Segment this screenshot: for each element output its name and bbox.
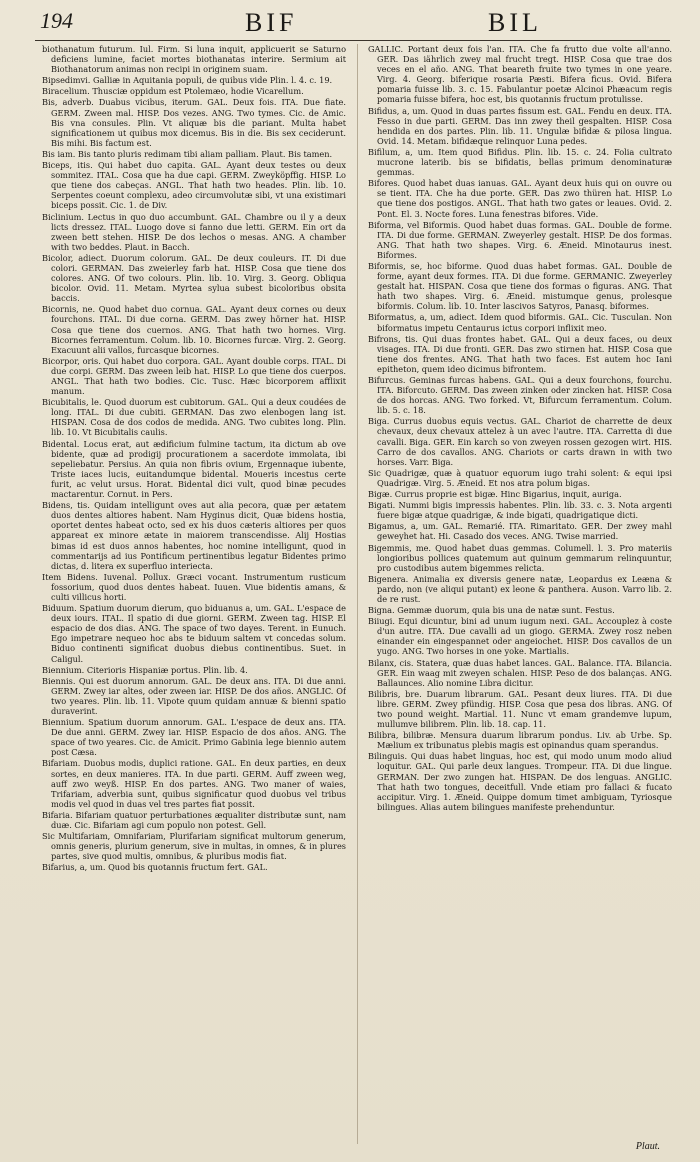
dictionary-entry: Bilanx, cis. Statera, quæ duas habet lances. GAL. Balance. ITA. Bilancia. GER. Ein waag mit zweyen schalen. HISP. Peso de dos balanças. ANG. Ballaunces. Alio nomine Libra dicitur. xyxy=(368,657,672,688)
dictionary-entry: Bidental. Locus erat, aut ædificium fulmine tactum, ita dictum ab ove bidente, quæ ad prodigij procurationem a sacerdote immolata, ibi sepeliebatur. Persius. An quia non fibris ovium, Ergennaque iubente, Triste iaces lucis, euitandumque bidental. Moueris incestus certe furit, ac velut ursus. Horat. Bidental dici vult, quod binæ pecudes mactarentur. Cornut. in Pers. xyxy=(42,438,346,500)
dictionary-entry: Bidens, tis. Quidam intelligunt oves aut alia pecora, quæ per ætatem duos dentes altiores habent. Nam Hyginus dicit, Quæ bidens hostia, oportet dentes habeat octo, sed ex his duos cæteris altiores per quos appareat ex minore ætate in maiorem transcendisse. Alij Hostias bimas id est duos annos habentes, hoc nomine intelligunt, quod in commentarijs ad ius Pontificum pertinentibus legatur Bidentes primo dictas, d. litera ex superfluo interiecta. xyxy=(42,500,346,571)
dictionary-entry: Biformis, se, hoc biforme. Quod duas habet formas. GAL. Double de forme, ayant deux formes. ITA. Di due forme. GERMANIC. Zweyerley gestalt hat. HISPAN. Cosa que tiene dos formas o figuras. ANG. That hath two shapes. Virg. 6. Æneid. mistumque genus, prolesque biformis. Colum. lib. 10. Inter lascivos Satyros, Panasq. biformes. xyxy=(368,260,672,312)
header-rule xyxy=(35,40,670,41)
dictionary-entry: Biga. Currus duobus equis vectus. GAL. Chariot de charrette de deux chevaux, deux chevaux attelez à un avec l'autre. ITA. Carretta di due cavalli. Biga. GER. Ein karch so von zweyen rossen gezogen wirt. HIS. Carro de dos cavallos. ANG. Chariots or carts drawn in with two horses. Varr. Biga. xyxy=(368,416,672,467)
dictionary-entry: Bifurcus. Geminas furcas habens. GAL. Qui a deux fourchons, fourchu. ITA. Biforcuto. GERM. Das zween zinken oder zincken hat. HISP. Cosa de dos horcas. ANG. Two forked. Vt, Bifurcum ferramentum. Colum. lib. 5. c. 18. xyxy=(368,375,672,416)
dictionary-entry: Sic Multifariam, Omnifariam, Plurifariam significat multorum generum, omnis generis, plurium generum, sive in multas, in omnes, & in plures partes, sive quod multis, omnibus, & pluribus modis fiat. xyxy=(42,831,346,862)
dictionary-entry: Biformatus, a, um, adiect. Idem quod biformis. GAL. Cic. Tusculan. Non biformatus impetu Centaurus ictus corpori inflixit meo. xyxy=(368,312,672,333)
dictionary-entry: Bigenera. Animalia ex diversis genere natæ, Leopardus ex Leæna & pardo, non (ve aliqui putant) ex leone & panthera. Auson. Varro lib. 2. de re rust. xyxy=(368,573,672,604)
dictionary-entry: Bicubitalis, le. Quod duorum est cubitorum. GAL. Qui a deux coudées de long. ITAL. Di due cubiti. GERMAN. Das zwo elenbogen lang ist. HISPAN. Cosa de dos codos de medida. ANG. Two cubites long. Plin. lib. 10. Vt Bicubitalis caulis. xyxy=(42,397,346,438)
catchword: Plaut. xyxy=(635,1141,660,1152)
dictionary-entry: Bis, adverb. Duabus vicibus, iterum. GAL. Deux fois. ITA. Due fiate. GERM. Zween mal. HISP. Dos vezes. ANG. Two tymes. Cic. de Amic. Bis vna consules. Plin. Vt aliquæ bis die pariant. Multa habet significationem ut quibus mox dicemus. Bis in die. Bis sex ceciderunt. Bis mihi. Bis factum est. xyxy=(42,97,346,148)
dictionary-entry: Bifarius, a, um. Quod bis quotannis fructum fert. GAL. xyxy=(42,862,268,873)
dictionary-entry: Biennium. Citerioris Hispaniæ portus. Plin. lib. 4. xyxy=(42,664,248,675)
dictionary-entry: Bicolor, adiect. Duorum colorum. GAL. De deux couleurs. IT. Di due colori. GERMAN. Das zweierley farb hat. HISP. Cosa que tiene dos colores. ANG. Of two colours. Plin. lib. 10. Virg. 3. Georg. Obliqua bicolor. Ovid. 11. Metam. Myrtea sylua subest bicoloribus obsita baccis. xyxy=(42,252,346,304)
dictionary-entry: Bis iam. Bis tanto pluris redimam tibi aliam palliam. Plaut. Bis tamen. xyxy=(42,148,333,159)
dictionary-entry: Biduum. Spatium duorum dierum, quo biduanus a, um. GAL. L'espace de deux iours. ITAL. Il spatio di due giorni. GERM. Zween tag. HISP. El espacio de dos dias. ANG. The space of two dayes. Terent. in Eunuch. Ego impetrare nequeo hoc abs te biduum saltem vt concedas solum. Biduo continenti significat duobus diebus continentibus. Suet. in Caligul. xyxy=(42,603,346,664)
page-header xyxy=(40,8,670,42)
dictionary-entry: Bicorpor, oris. Qui habet duo corpora. GAL. Ayant double corps. ITAL. Di due corpi. GERM. Das zween leib hat. HISP. Lo que tiene dos cuerpos. ANGL. That hath two bodies. Cic. Tusc. Hæc bicorporem afflixit manum. xyxy=(42,355,346,397)
dictionary-entry: Bilibra, bilibræ. Mensura duarum librarum pondus. Liv. ab Urbe. Sp. Mælium ex tribunatus plebis magis est opinandus quam sperandus. xyxy=(368,730,672,751)
dictionary-entry: Bigati. Nummi bigis impressis habentes. Plin. lib. 33. c. 3. Nota argenti fuere bigæ atque quadrigæ, & inde bigati, quadrigatique dicti. xyxy=(368,500,672,521)
dictionary-entry: GALLIC. Portant deux fois l'an. ITA. Che fa frutto due volte all'anno. GER. Das iährlich zwey mal frucht tregt. HISP. Cosa que trae dos veces en el año. ANG. That beareth fruite two tymes in one yeare. Virg. 4. Georg. biferique rosaria Pæsti. Bifera ficus. Ovid. Bifera pomaria fuisse lib. 3. c. 15. Fabulantur poetæ Alcinoi Phæacum regis pomaria fuisse bifera, hoc est, bis quotannis fructum protulisse. xyxy=(368,44,672,105)
running-head-left: BIF xyxy=(245,8,298,37)
dictionary-entry: Bilinguis. Qui duas habet linguas, hoc est, qui modo unum modo aliud loquitur. GAL. Qui parle deux langues. Trompeur. ITA. Di due lingue. GERMAN. Der zwo zungen hat. HISPAN. De dos lenguas. ANGLIC. That hath two tongues, deceitfull. Vnde etiam pro fallaci & fucato accipitur. Virg. 1. Æneid. Quippe domum timet ambiguam, Tyriosque bilingues. Alias autem bilingues manifeste prehenduntur. xyxy=(368,751,672,812)
dictionary-entry: Bifidus, a, um. Quod in duas partes fissum est. GAL. Fendu en deux. ITA. Fesso in due parti. GERM. Das inn zwey theil gespalten. HISP. Cosa hendida en dos partes. Plin. lib. 11. Ungulæ bifidæ & pilosa lingua. Ovid. 14. Metam. bifidæque relinquor Luna pedes. xyxy=(368,105,672,146)
column-divider xyxy=(357,44,358,1144)
dictionary-entry: Bipsedimvi. Galliæ in Aquitania populi, de quibus vide Plin. l. 4. c. 19. xyxy=(42,75,333,86)
running-head-right: BIL xyxy=(488,8,542,37)
dictionary-entry: Bifores. Quod habet duas ianuas. GAL. Ayant deux huis qui on ouvre ou se tient. ITA. Che ha due porte. GER. Das zwo thüren hat. HISP. Lo que tiene dos postigos. ANGL. That hath two gates or leaues. Ovid. 2. Pont. El. 3. Nocte fores. Luna fenestras bifores. Vide. xyxy=(368,178,672,219)
dictionary-entry: Item Bidens. Iuvenal. Pollux. Græci vocant. Instrumentum rusticum fossorium, quod duos dentes habeat. Iuuen. Viue bidentis amans, & culti villicus horti. xyxy=(42,571,346,602)
right-column xyxy=(368,44,672,1152)
dictionary-entry: Biclinium. Lectus in quo duo accumbunt. GAL. Chambre ou il y a deux licts dressez. ITAL. Luogo dove si fanno due letti. GERM. Ein ort da zween bett stehen. HISP. De dos lechos o mesas. ANG. A chamber with two beddes. Plaut. in Bacch. xyxy=(42,211,346,252)
page-number: 194 xyxy=(40,8,73,33)
dictionary-entry: Biracelium. Thusciæ oppidum est Ptolemæo, hodie Vicarellum. xyxy=(42,86,304,97)
dictionary-entry: Biiugi. Equi dicuntur, bini ad unum iugum nexi. GAL. Accouplez à coste d'un autre. ITA. Due cavalli ad un giogo. GERMA. Zwey rosz neben einander ein eingespannet oder angeiochet. HISP. Dos cavallos de un yugo. ANG. Two horses in one yoke. Martialis. xyxy=(368,616,672,657)
dictionary-entry: Bigamus, a, um. GAL. Remarié. ITA. Rimaritato. GER. Der zwey mahl geweyhet hat. Hi. Casado dos veces. ANG. Twise married. xyxy=(368,521,672,542)
dictionary-entry: biothanatum futurum. Iul. Firm. Si luna inquit, applicuerit se Saturno deficiens lumine, faciet mortes biothanatas interire. Sermium ait Biothanatorum animas non recipi in originem suam. xyxy=(42,44,346,75)
left-column xyxy=(42,44,346,1152)
dictionary-entry: Biforma, vel Biformis. Quod habet duas formas. GAL. Double de forme. ITA. Di due forme. GERMAN. Zweyerley gestalt. HISP. De dos formas. ANG. That hath two shapes. Virg. 6. Æneid. Minotaurus inest. Biformes. xyxy=(368,219,672,260)
dictionary-entry: Bilibris, bre. Duarum librarum. GAL. Pesant deux liures. ITA. Di due libre. GERM. Zwey pfündig. HISP. Cosa que pesa dos libras. ANG. Of two pound weight. Martial. 11. Nunc vt emam grandemve lupum, mullumve bilibrem. Plin. lib. 18. cap. 11. xyxy=(368,688,672,730)
dictionary-entry: Bifaria. Bifariam quatuor perturbationes æqualiter distributæ sunt, nam duæ. Cic. Bifariam agi cum populo non potest. Gell. xyxy=(42,809,346,831)
dictionary-entry: Bicornis, ne. Quod habet duo cornua. GAL. Ayant deux cornes ou deux fourchons. ITAL. Di due corna. GERM. Das zwey hörner hat. HISP. Cosa que tiene dos cuernos. ANG. That hath two hornes. Virg. Bicornes ferramentum. Colum. lib. 10. Bicornes furcæ. Virg. 2. Georg. Exacuunt alii vallos, furcasque bicornes. xyxy=(42,304,346,355)
dictionary-entry: Biennis. Qui est duorum annorum. GAL. De deux ans. ITA. Di due anni. GERM. Zwey iar altes, oder zween iar. HISP. De dos años. ANGLIC. Of two yeares. Plin. lib. 11. Vipote quum quidam annuæ & bienni spatio duraverint. xyxy=(42,675,346,716)
dictionary-entry: Bigæ. Currus proprie est bigæ. Hinc Bigarius, inquit, auriga. xyxy=(368,489,622,500)
dictionary-entry: Bifilum, a, um. Item quod Bifidus. Plin. lib. 15. c. 24. Folia cultrato mucrone laterib. bis se bifidatis, bellas primum denominaturæ gemmas. xyxy=(368,146,672,178)
dictionary-entry: Bigemmis, me. Quod habet duas gemmas. Columell. l. 3. Pro materiis longioribus pollices quatemum aut quinum gemmarum relinquuntur, pro custodibus autem bigemmes relicta. xyxy=(368,542,672,573)
dictionary-entry: Sic Quadrigæ, quæ à quatuor equorum iugo trahi solent: & equi ipsi Quadrigæ. Virg. 5. Æneid. Et nos atra polum bigas. xyxy=(368,467,672,488)
dictionary-entry: Bifrons, tis. Qui duas frontes habet. GAL. Qui a deux faces, ou deux visages. ITA. Di due fronti. GER. Das zwo stirnen hat. HISP. Cosa que tiene dos frentes. ANG. That hath two faces. Est autem hoc Iani epitheton, quem ideo dicimus bifrontem. xyxy=(368,333,672,374)
dictionary-entry: Biennium. Spatium duorum annorum. GAL. L'espace de deux ans. ITA. De due anni. GERM. Zwey iar. HISP. Espacio de dos años. ANG. The space of two yeares. Cic. de Amicit. Primo Gabinia lege biennio autem post Cæsa. xyxy=(42,717,346,758)
dictionary-entry: Bigna. Gemmæ duorum, quia bis una de natæ sunt. Festus. xyxy=(368,605,615,616)
dictionary-entry: Bifariam. Duobus modis, duplici ratione. GAL. En deux parties, en deux sortes, en deux manieres. ITA. In due parti. GERM. Auff zween weg, auff zwo weyß. HISP. En dos partes. ANG. Two maner of waies, Trifariam, adverbia sunt, quibus significatur quod duobus vel tribus modis vel quod in duas vel tres partes fiat possit. xyxy=(42,758,346,809)
dictionary-entry: Biceps, itis. Qui habet duo capita. GAL. Ayant deux testes ou deux sommitez. ITAL. Cosa que ha due capi. GERM. Zweyköpffig. HISP. Lo que tiene dos cabeças. ANGL. That hath two heades. Plin. lib. 10. Serpentes coeunt complexu, adeo circumvolutæ sibi, vt una existimari biceps possit. Cic. 1. de Div. xyxy=(42,160,346,211)
